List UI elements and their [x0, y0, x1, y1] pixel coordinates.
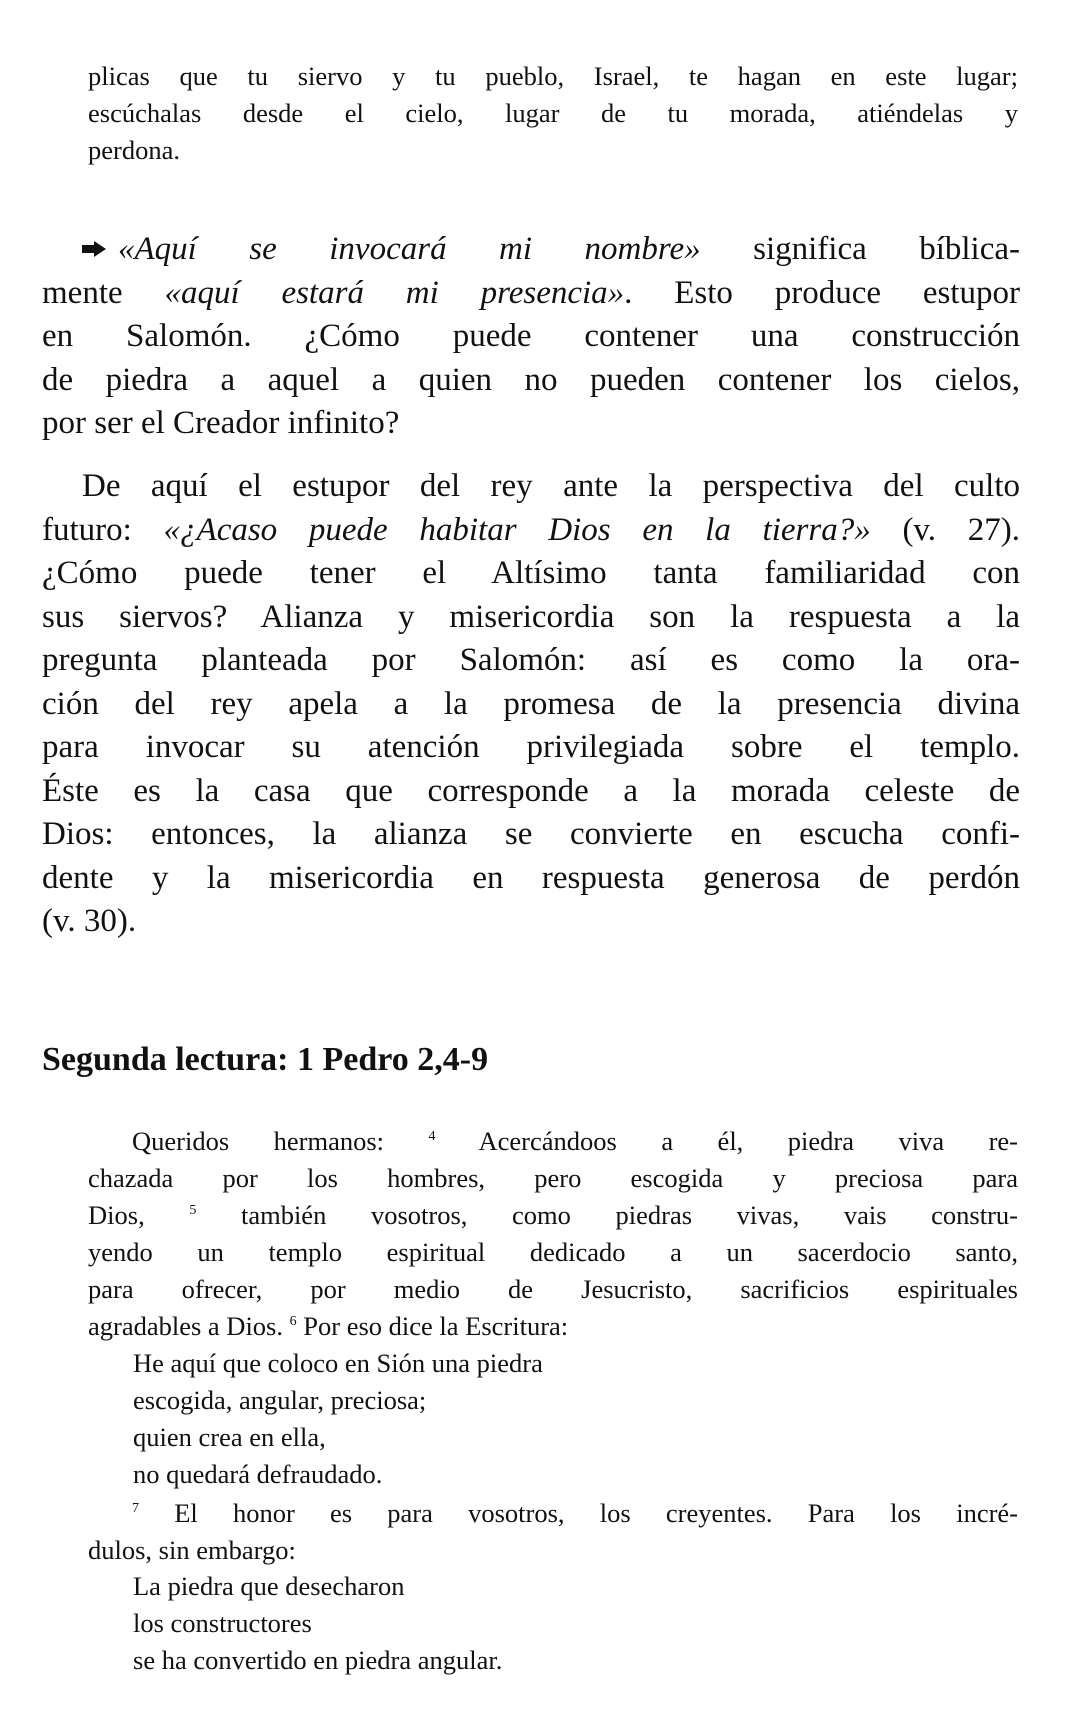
text-line: escúchalas desde el cielo, lugar de tu morada, atiéndelas y	[88, 98, 1018, 128]
verse-line: los constructores	[133, 1608, 312, 1638]
verse-quote-2	[133, 1568, 502, 1679]
text-line: yendo un templo espiritual dedicado a un sacerdocio santo,	[88, 1237, 1018, 1267]
text-span: significa bíblica-	[700, 231, 1020, 267]
text-line: De aquí el estupor del rey ante la perspectiva del culto	[82, 468, 1020, 504]
text-span: Queridos hermanos:	[132, 1126, 429, 1156]
text-line: ¿Cómo puede tener el Altísimo tanta familiaridad con	[42, 555, 1020, 591]
commentary-paragraph-2	[42, 465, 1020, 944]
right-arrow-icon	[82, 241, 106, 257]
text-line	[88, 1197, 1018, 1234]
italic-quote: «¿Acaso puede habitar Dios en la tierra?»	[163, 511, 871, 548]
verse-number: 4	[428, 1129, 436, 1144]
text-line: plicas que tu siervo y tu pueblo, Israel, te hagan en este lugar;	[88, 61, 1018, 91]
text-line: dulos, sin embargo:	[88, 1535, 296, 1565]
verse-line: La piedra que desecharon	[133, 1571, 405, 1601]
verse-line: quien crea en ella,	[133, 1422, 326, 1452]
verse-line: se ha convertido en piedra angular.	[133, 1645, 503, 1675]
text-span: Dios,	[88, 1200, 190, 1230]
text-span: Por eso dice la Escritura:	[296, 1311, 569, 1341]
reading-paragraph-1	[88, 1123, 1018, 1345]
text-line	[88, 1123, 1018, 1160]
text-line	[88, 1308, 1018, 1345]
text-line	[42, 509, 1020, 553]
continuation-paragraph	[88, 58, 1018, 169]
text-span: mente	[42, 274, 165, 311]
text-span: también vosotros, como piedras vivas, vais constru-	[196, 1200, 1018, 1230]
text-span: futuro:	[42, 511, 164, 548]
section-heading: Segunda lectura: 1 Pedro 2,4-9	[42, 1041, 489, 1078]
text-line: de piedra a aquel a quien no pueden contener los cielos,	[42, 361, 1020, 398]
text-line: por ser el Creador infinito?	[42, 405, 400, 441]
text-line: ción del rey apela a la promesa de la presencia divina	[42, 685, 1020, 722]
reading-paragraph-2	[88, 1495, 1018, 1569]
text-line: para ofrecer, por medio de Jesucristo, sacrificios espirituales	[88, 1274, 1018, 1304]
text-line: perdona.	[88, 135, 180, 165]
text-line	[88, 1495, 1018, 1532]
verse-number: 6	[289, 1314, 297, 1329]
text-line: Dios: entonces, la alianza se convierte en escucha confi-	[42, 816, 1020, 852]
text-line: chazada por los hombres, pero escogida y preciosa para	[88, 1163, 1018, 1193]
text-span: Acercándoos a él, piedra viva re-	[435, 1126, 1018, 1156]
verse-number: 5	[189, 1203, 197, 1218]
verse-number: 7	[132, 1501, 139, 1516]
text-line: pregunta planteada por Salomón: así es como la ora-	[42, 642, 1020, 678]
italic-quote: «aquí estará mi presencia»	[164, 274, 625, 311]
text-line: sus siervos? Alianza y misericordia son la respuesta a la	[42, 598, 1020, 635]
text-line: (v. 30).	[42, 903, 137, 939]
verse-line: He aquí que coloco en Sión una piedra	[133, 1348, 543, 1378]
text-span: agradables a Dios.	[88, 1311, 290, 1341]
text-line: dente y la misericordia en respuesta generosa de perdón	[42, 859, 1020, 896]
commentary-paragraph-1	[42, 228, 1020, 446]
text-line: para invocar su atención privilegiada sobre el templo.	[42, 729, 1020, 765]
text-line	[42, 272, 1020, 316]
verse-line: escogida, angular, preciosa;	[133, 1385, 427, 1415]
text-line	[42, 228, 1020, 272]
text-span: El honor es para vosotros, los creyentes. Para los incré-	[139, 1498, 1018, 1528]
text-span: (v. 27).	[870, 511, 1020, 548]
italic-quote: «Aquí se invocará mi nombre»	[118, 231, 701, 267]
verse-line: no quedará defraudado.	[133, 1459, 383, 1489]
text-line: en Salomón. ¿Cómo puede contener una construcción	[42, 318, 1020, 354]
verse-quote-1	[133, 1345, 543, 1493]
text-span: . Esto produce estupor	[624, 274, 1020, 311]
text-line: Éste es la casa que corresponde a la morada celeste de	[42, 772, 1020, 809]
